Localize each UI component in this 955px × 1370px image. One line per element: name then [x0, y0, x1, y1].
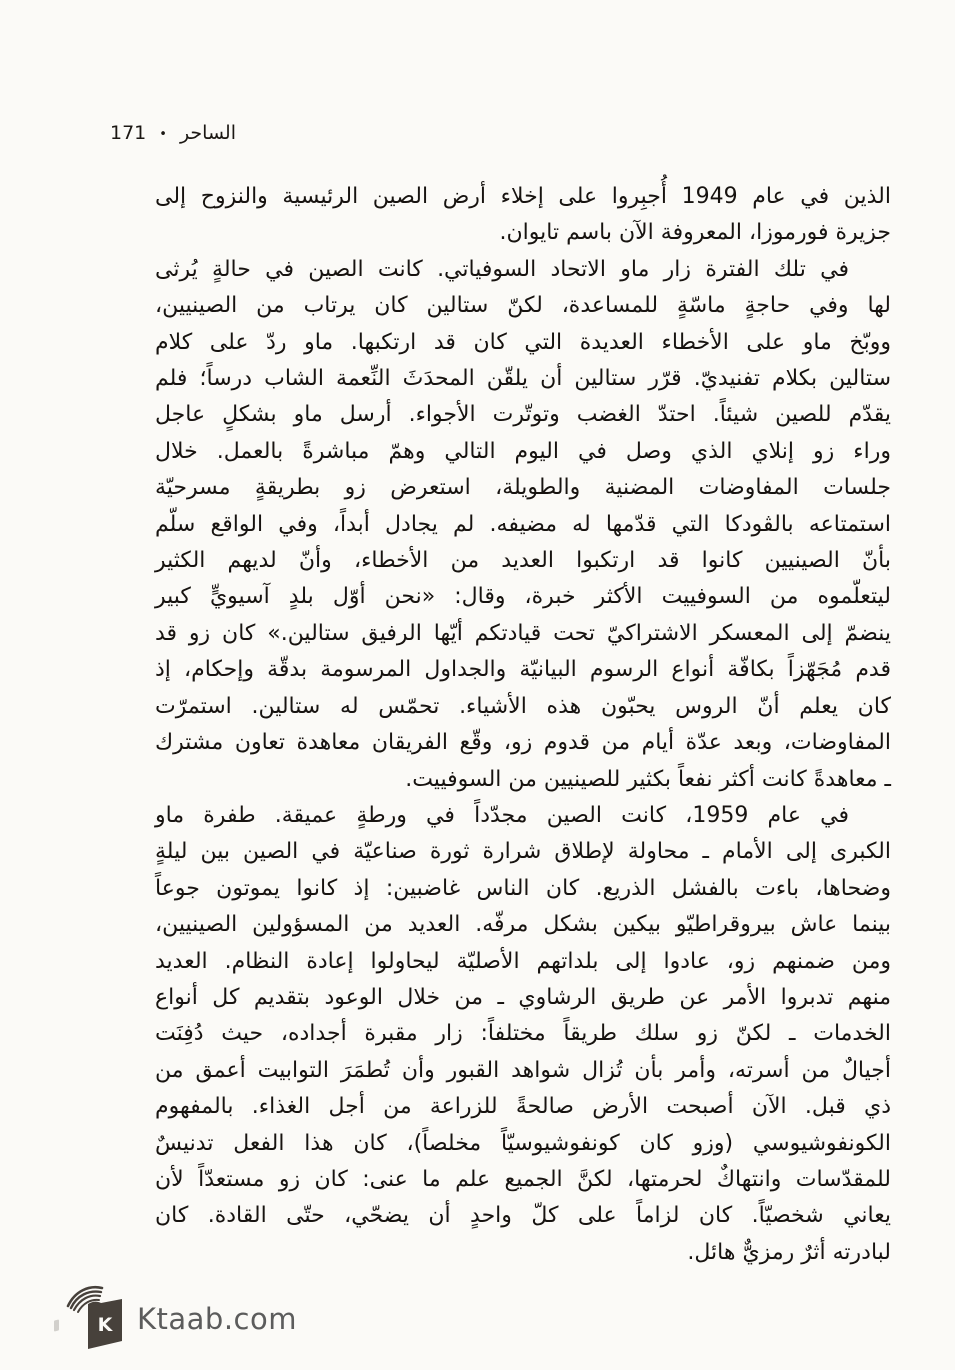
- text-line: ينضمّ إلى المعسكر الاشتراكيّ تحت قيادتكم أيّها الرفيق ستالين.» كان زو قد: [155, 620, 891, 646]
- text-line: لبادرته أثرٌ رمزيٌّ هائل.: [687, 1239, 891, 1265]
- logo-letter: K: [97, 1314, 113, 1336]
- text-line: بأنّ الصينيين كانوا قد ارتكبوا العديد من الأخطاء، وأنّ لديهم الكثير: [155, 548, 891, 574]
- text-line: يعاني شخصيّاً. كان لزاماً على كلّ واحدٍ أن يضحّي، حتّى القادة. كان: [155, 1203, 891, 1229]
- text-line: لها وفي حاجةٍ ماسّةٍ للمساعدة، لكنّ ستالين كان يرتاب من الصينيين،: [155, 293, 891, 319]
- text-line: جلسات المفاوضات المضنية والطويلة، استعرض زو بطريقةٍ مسرحيّة: [155, 475, 891, 501]
- bullet-separator: •: [159, 126, 167, 142]
- text-line: استمتاعه بالڤودكا التي قدّمها له مضيفه. لم يجادل أبداً، وفي الواقع سلّم: [155, 511, 891, 537]
- text-line: في تلك الفترة زار ماو الاتحاد السوفياتي. كانت الصين في حالةٍ يُرثى: [155, 256, 849, 282]
- text-line: ليتعلّموه من السوفييت الأكثر خبرة، وقال: «نحن أوّل بلدٍ آسيويٍّ كبير: [155, 584, 891, 610]
- brand-name: Ktaab.com: [137, 1302, 297, 1336]
- text-line: قدم مُجَهّزاً بكافّة أنواع الرسوم البيانيّة والجداول المرسومة بدقّة وإحكام، إذ: [155, 657, 891, 683]
- text-line: يقدّم للصين شيئاً. احتدّ الغضب وتوتّرت الأجواء. أرسل ماو بشكلٍ عاجل: [155, 402, 891, 428]
- paragraph: [155, 798, 891, 1271]
- text-line: ستالين بكلام تفنيديّ. قرّر ستالين أن يلقّن المحدَثَ النِّعمة الشاب درساً؛ فلم: [155, 366, 891, 392]
- open-book-icon: [64, 1282, 126, 1354]
- page-header: [110, 122, 236, 144]
- text-line: المفاوضات، وبعد عدّة أيام من قدوم زو، وقّع الفريقان معاهدة تعاون مشترك: [155, 730, 891, 756]
- text-line: الذين في عام 1949 أُجبِروا على إخلاء أرض الصين الرئيسية والنزوح إلى: [155, 184, 891, 209]
- text-line: وضحاها، باءت بالفشل الذريع. كان الناس غاضبين: إذ كانوا يموتون جوعاً: [155, 875, 891, 901]
- text-line: بينما عاش بيروقراطيّو بيكين بشكل مرفّه. العديد من المسؤولين الصينيين،: [155, 912, 891, 938]
- text-line: كان يعلم أنّ الروس يحبّون هذه الأشياء. تحمّس له ستالين. استمرّت: [155, 693, 891, 719]
- text-line: منهم تدبروا الأمر عن طريق الرشاوي ـ من خلال الوعود بتقديم كل أنواع: [155, 984, 891, 1010]
- text-line: للمقدّسات وانتهاكٌ لحرمتها، لكنَّ الجميع علم ما عنى: كان زو مستعدّاً لأن: [155, 1166, 891, 1192]
- text-line: في عام 1959، كانت الصين مجدّداً في ورطةٍ عميقة. طفرة ماو: [155, 802, 849, 828]
- page-number: 171: [110, 122, 147, 144]
- watermark: [0, 1278, 340, 1358]
- text-line: جزيرة فورموزا، المعروفة الآن باسم تايوان.: [499, 220, 891, 246]
- text-line: ـ معاهدةً كانت أكثر نفعاً بكثير للصينيين من السوفييت.: [405, 766, 891, 792]
- text-line: ذي قبل. الآن أصبحت الأرض صالحةً للزراعة من أجل الغذاء. بالمفهوم: [155, 1094, 891, 1120]
- paragraph: [155, 252, 891, 798]
- book-title: الساحر: [179, 122, 236, 144]
- text-line: الكونفوشيوسي (وزو كان كونفوشيوسيّاً مخلصاً)، كان هذا الفعل تدنيسٌ: [155, 1130, 891, 1156]
- text-line: ووبّخ ماو على الأخطاء العديدة التي كان قد ارتكبها. ماو ردّ على كلام: [155, 329, 891, 355]
- page-body: [155, 179, 891, 1271]
- text-line: وراء زو إنلاي الذي وصل في اليوم التالي وهمّ مباشرةً بالعمل. خلال: [155, 438, 891, 464]
- edge-mark: [54, 1319, 59, 1331]
- text-line: ومن ضمنهم زو، عادوا إلى بلداتهم الأصليّة ليحاولوا إعادة النظام. العديد: [155, 948, 891, 974]
- text-line: أجيالٌ من أسرته، وأمر بأن تُزال شواهد القبور وأن تُطمَرَ التوابيت أعمق من: [155, 1057, 891, 1083]
- text-line: الكبرى إلى الأمام ـ محاولة لإطلاق شرارة ثورة صناعيّة في الصين بين ليلةٍ: [155, 839, 891, 865]
- text-line: الخدمات ـ لكنّ زو سلك طريقاً مختلفاً: زار مقبرة أجداده، حيث دُفِنَت: [155, 1021, 891, 1047]
- paragraph: [155, 179, 891, 252]
